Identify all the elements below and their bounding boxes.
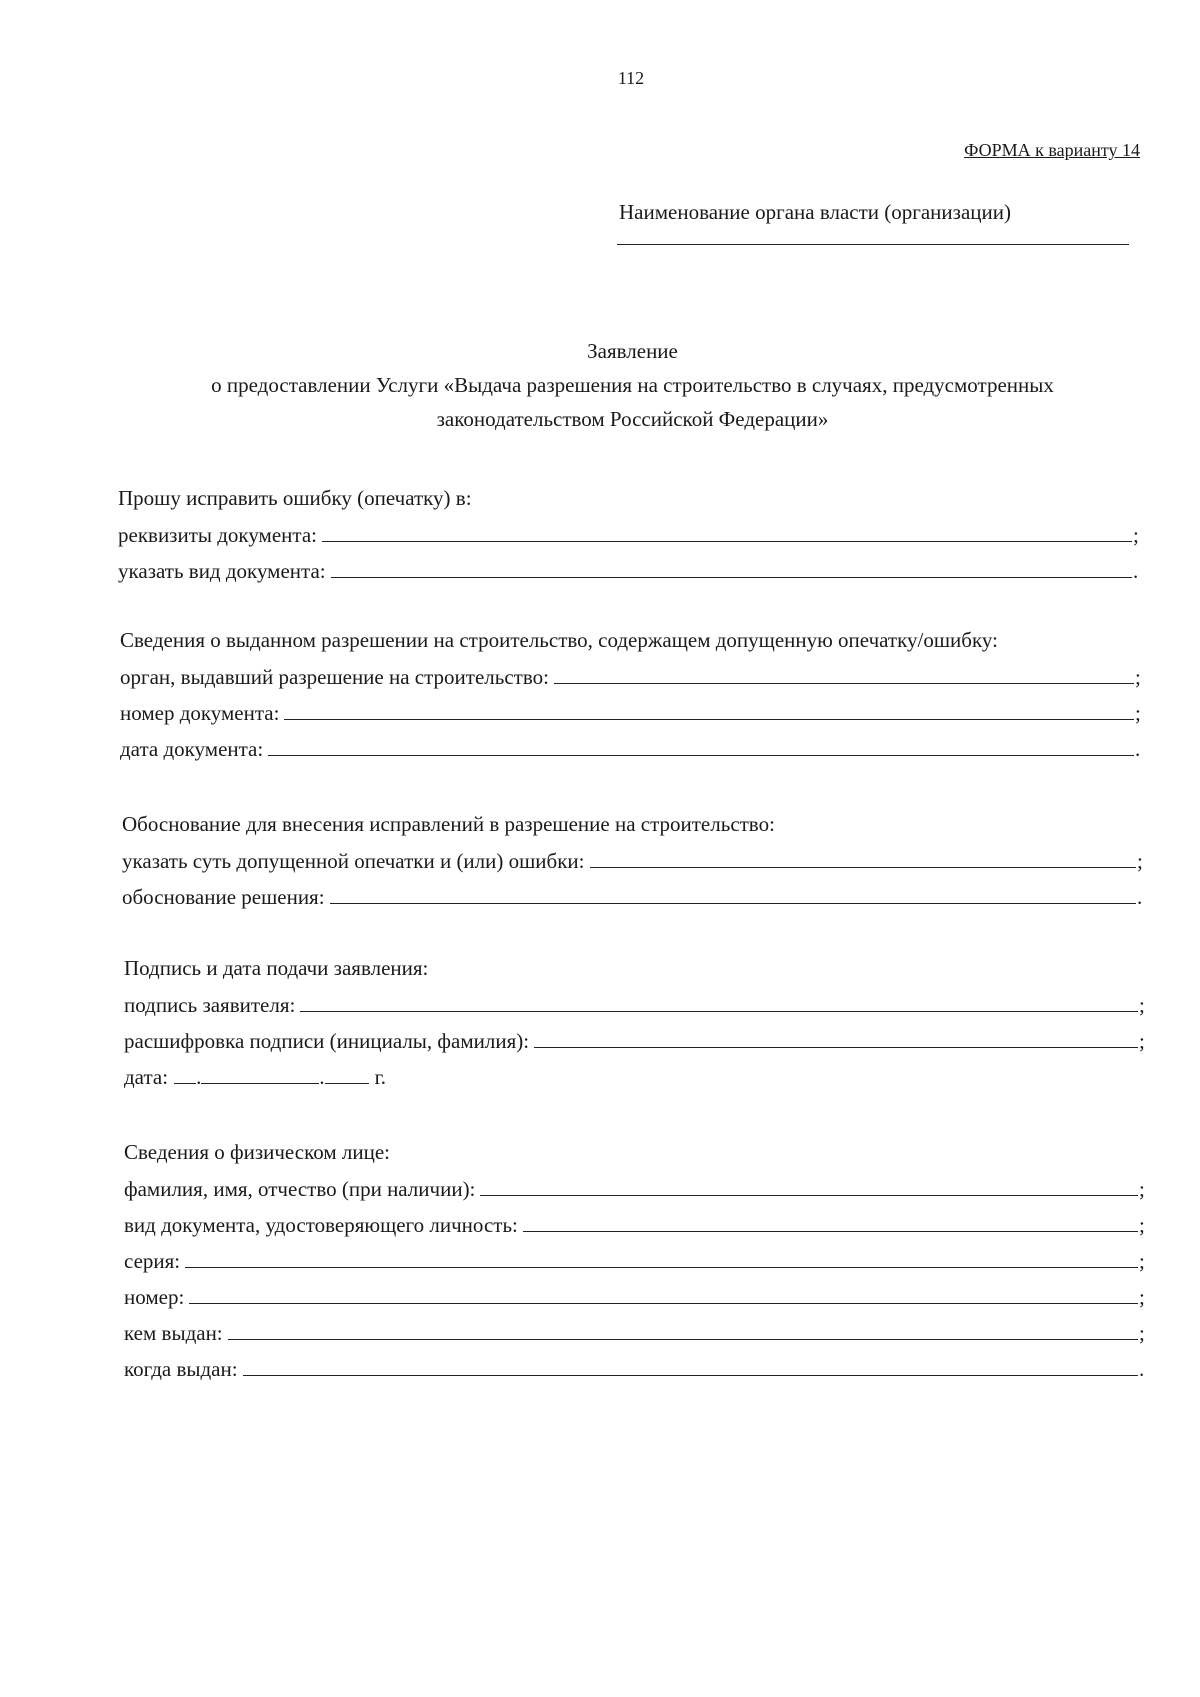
document-title [120,334,1145,436]
date-day-blank[interactable] [174,1083,196,1084]
title-line-1: Заявление [587,339,678,363]
field-blank-line[interactable] [480,1195,1138,1196]
field-label: серия: [124,1249,181,1273]
field-label: дата документа: [120,737,264,761]
field-label: подпись заявителя: [124,993,296,1017]
date-month-blank[interactable] [201,1083,319,1084]
field-blank-line[interactable] [189,1303,1138,1304]
field-end-mark: . [1135,737,1141,761]
field-issuing-authority[interactable] [120,656,1145,690]
field-blank-line[interactable] [554,683,1134,684]
authority-blank-line[interactable] [617,244,1129,245]
field-error-essence[interactable] [122,840,1147,874]
field-id-document-type[interactable] [124,1204,1149,1238]
field-label: обоснование решения: [122,885,325,909]
section-heading-correction: Прошу исправить ошибку (опечатку) в: [118,486,472,510]
field-issued-by[interactable] [124,1312,1149,1346]
field-label: номер: [124,1285,185,1309]
field-end-mark: . [1137,885,1143,909]
field-label: расшифровка подписи (инициалы, фамилия): [124,1029,530,1053]
field-label: указать суть допущенной опечатки и (или) ошибки: [122,849,585,873]
field-document-details[interactable] [118,514,1143,548]
field-blank-line[interactable] [590,867,1136,868]
field-id-number[interactable] [124,1276,1149,1310]
field-end-mark: ; [1139,1249,1145,1273]
field-blank-line[interactable] [228,1339,1138,1340]
field-end-mark: ; [1139,1213,1145,1237]
title-line-2: о предоставлении Услуги «Выдача разрешения на строительство в случаях, предусмотренных [211,373,1054,397]
field-blank-line[interactable] [300,1011,1138,1012]
field-label: указать вид документа: [118,559,326,583]
field-end-mark: ; [1139,993,1145,1017]
field-blank-line[interactable] [534,1047,1138,1048]
field-blank-line[interactable] [268,755,1134,756]
field-end-mark: ; [1135,665,1141,689]
field-decision-justification[interactable] [122,876,1147,910]
section-heading-justification: Обоснование для внесения исправлений в разрешение на строительство: [122,812,775,836]
field-end-mark: . [1139,1357,1145,1381]
authority-label: Наименование органа власти (организации) [619,200,1011,224]
field-applicant-signature[interactable] [124,984,1149,1018]
page-number: 112 [617,68,645,88]
title-line-3: законодательством Российской Федерации» [436,407,829,431]
field-blank-line[interactable] [331,577,1132,578]
field-label: вид документа, удостоверяющего личность: [124,1213,518,1237]
field-end-mark: ; [1139,1177,1145,1201]
field-document-date[interactable] [120,728,1145,762]
field-end-mark: ; [1139,1321,1145,1345]
field-issue-date[interactable] [124,1348,1149,1382]
field-label: номер документа: [120,701,280,725]
date-year-blank[interactable] [325,1083,369,1084]
section-heading-signature: Подпись и дата подачи заявления: [124,956,429,980]
field-label: кем выдан: [124,1321,223,1345]
field-id-series[interactable] [124,1240,1149,1274]
field-blank-line[interactable] [284,719,1134,720]
field-end-mark: ; [1139,1029,1145,1053]
field-signature-transcript[interactable] [124,1020,1149,1054]
authority-block [617,200,1129,245]
field-end-mark: ; [1133,523,1139,547]
field-end-mark: ; [1139,1285,1145,1309]
field-submission-date[interactable]: дата: . . г. [124,1065,387,1089]
field-blank-line[interactable] [243,1375,1138,1376]
field-blank-line[interactable] [523,1231,1138,1232]
field-end-mark: ; [1137,849,1143,873]
field-end-mark: ; [1135,701,1141,725]
field-label: фамилия, имя, отчество (при наличии): [124,1177,476,1201]
form-reference: ФОРМА к варианту 14 [964,140,1140,160]
field-blank-line[interactable] [322,541,1132,542]
date-suffix: г. [374,1065,387,1089]
section-heading-person: Сведения о физическом лице: [124,1140,390,1164]
field-full-name[interactable] [124,1168,1149,1202]
field-end-mark: . [1133,559,1139,583]
field-label: реквизиты документа: [118,523,317,547]
field-label: когда выдан: [124,1357,238,1381]
field-label: орган, выдавший разрешение на строительство: [120,665,549,689]
field-blank-line[interactable] [330,903,1136,904]
field-label: дата: [124,1065,169,1089]
section-heading-permit: Сведения о выданном разрешении на строительство, содержащем допущенную опечатку/ошибку: [120,628,998,652]
field-document-number[interactable] [120,692,1145,726]
field-blank-line[interactable] [185,1267,1138,1268]
field-document-type[interactable] [118,550,1143,584]
